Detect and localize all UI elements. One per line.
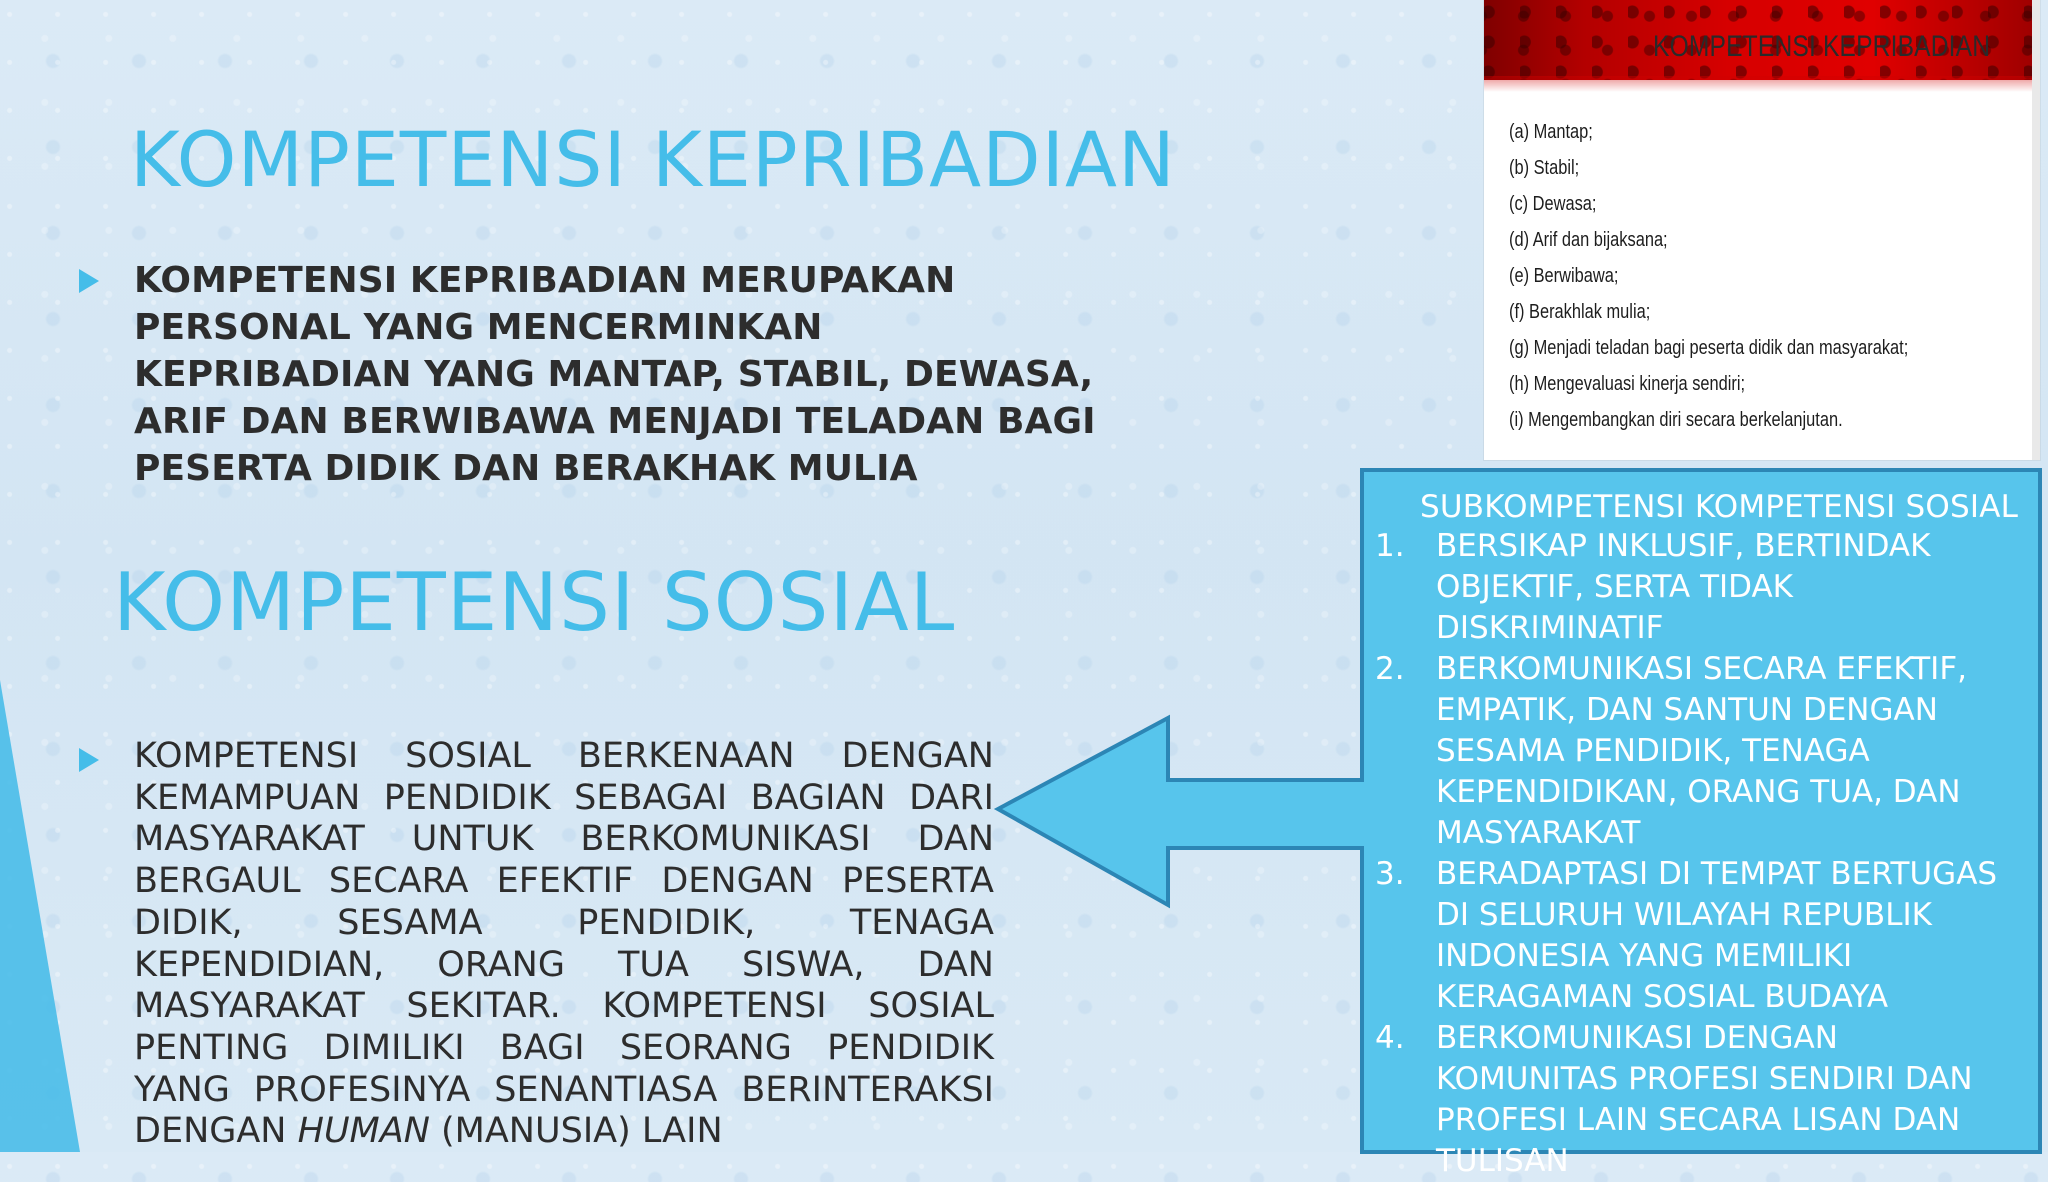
subkompetensi-item <box>1375 649 2016 854</box>
document-header-title: KOMPETENSI KEPRIBADIAN <box>1652 30 1990 63</box>
document-list-item: (h) Mengevaluasi kinerja sendiri; <box>1509 373 1746 395</box>
document-list-item: (b) Stabil; <box>1509 157 1580 179</box>
subkompetensi-text: BERSIKAP INKLUSIF, BERTINDAK OBJEKTIF, SERTA TIDAK DISKRIMINATIF <box>1436 528 1931 646</box>
subkompetensi-item <box>1375 526 2016 649</box>
sosial-text-italic: HUMAN <box>297 1111 430 1152</box>
subkompetensi-item <box>1375 1018 2016 1182</box>
document-list-item: (c) Dewasa; <box>1509 193 1597 215</box>
sosial-text-end: (MANUSIA) LAIN <box>429 1111 723 1152</box>
sosial-text-main: KOMPETENSI SOSIAL BERKENAAN DENGAN KEMAMPUAN PENDIDIK SEBAGAI BAGIAN DARI MASYARAKAT UNTUK BERKOMUNIKASI DAN BERGAUL SECARA EFEKTIF DENGAN PESERTA DIDIK, SESAMA PENDIDIK, TENAGA KEPENDIDIAN, ORANG TUA SISWA, DAN MASYARAKAT SEKITAR. KOMPETENSI SOSIAL PENTING DIMILIKI BAGI SEORANG PENDIDIK YANG PROFESINYA SENANTIASA BERINTERAKSI DENGAN <box>134 736 994 1152</box>
subkompetensi-text: BERADAPTASI DI TEMPAT BERTUGAS DI SELURUH WILAYAH REPUBLIK INDONESIA YANG MEMILIKI KERAGAMAN SOSIAL BUDAYA <box>1436 856 1998 1015</box>
document-list-item: (f) Berakhlak mulia; <box>1509 301 1651 323</box>
subkompetensi-number: 3. <box>1375 856 1405 892</box>
subkompetensi-text: BERKOMUNIKASI SECARA EFEKTIF, EMPATIK, DAN SANTUN DENGAN SESAMA PENDIDIK, TENAGA KEPENDIDIKAN, ORANG TUA, DAN MASYARAKAT <box>1436 651 1968 851</box>
subkompetensi-number: 1. <box>1375 528 1405 564</box>
subkompetensi-number: 2. <box>1375 651 1405 687</box>
document-list-item: (d) Arif dan bijaksana; <box>1509 229 1668 251</box>
subkompetensi-text: BERKOMUNIKASI DENGAN KOMUNITAS PROFESI SENDIRI DAN PROFESI LAIN SECARA LISAN DAN TULISAN <box>1436 1020 1973 1179</box>
subkompetensi-list <box>1375 526 2025 1182</box>
document-list-item: (a) Mantap; <box>1509 121 1593 143</box>
subkompetensi-number: 4. <box>1375 1020 1405 1056</box>
subkompetensi-title: SUBKOMPETENSI KOMPETENSI SOSIAL <box>1420 489 2019 525</box>
document-list-item: (i) Mengembangkan diri secara berkelanjutan. <box>1509 409 1843 431</box>
subkompetensi-item <box>1375 854 2016 1018</box>
sosial-title: KOMPETENSI SOSIAL <box>113 556 956 649</box>
kepribadian-title: KOMPETENSI KEPRIBADIAN <box>130 115 1176 204</box>
document-list-item: (g) Menjadi teladan bagi peserta didik dan masyarakat; <box>1509 337 1909 359</box>
kepribadian-text: KOMPETENSI KEPRIBADIAN MERUPAKAN PERSONAL YANG MENCERMINKAN KEPRIBADIAN YANG MANTAP, STABIL, DEWASA, ARIF DAN BERWIBAWA MENJADI TELADAN BAGI PESERTA DIDIK DAN BERAKHAK MULIA <box>134 260 1096 489</box>
document-list-item: (e) Berwibawa; <box>1509 265 1619 287</box>
